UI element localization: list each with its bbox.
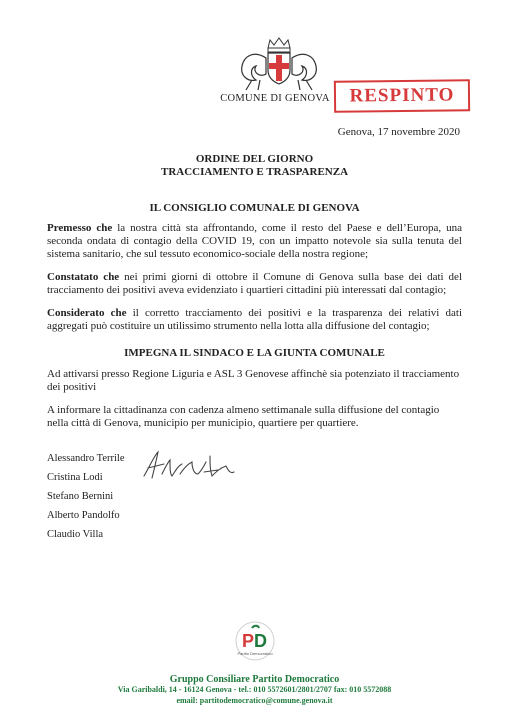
footer-address: Via Garibaldi, 14 - 16124 Genova - tel.: 010 5572601/2801/2707 fax: 010 5572088 bbox=[117, 685, 392, 694]
premise-lead: Premesso che bbox=[47, 222, 113, 234]
action-paragraph-1: Ad attivarsi presso Regione Liguria e ASL 3 Genovese affinchè sia potenziato il tracciamento dei positivi bbox=[47, 368, 460, 394]
footer-email: email: partitodemocratico@comune.genova.it bbox=[176, 696, 333, 705]
signatory-name: Alberto Pandolfo bbox=[47, 510, 120, 521]
finding-lead: Constatato che bbox=[47, 271, 120, 283]
document-title-line1: ORDINE DEL GIORNO bbox=[195, 153, 314, 165]
finding-paragraph bbox=[47, 271, 462, 297]
premise-text: la nostra città sta affrontando, come il resto del Paese e dell’Europa, una seconda ondata di contagio della COVID 19, con un impatto notevole sia sulla tenuta del sistema sanitario, che sul tessuto economico-sociale della nostra regione; bbox=[47, 222, 462, 261]
signatory-name: Alessandro Terrile bbox=[47, 453, 125, 464]
genova-coat-of-arms-icon bbox=[234, 36, 324, 94]
handwritten-signature bbox=[140, 448, 240, 482]
consideration-paragraph bbox=[47, 307, 462, 333]
footer-group-name: Gruppo Consiliare Partito Democratico bbox=[169, 674, 340, 685]
signatory-name: Claudio Villa bbox=[47, 529, 104, 540]
consideration-lead: Considerato che bbox=[47, 307, 127, 319]
issuer-name: COMUNE DI GENOVA bbox=[220, 93, 330, 104]
svg-text:D: D bbox=[254, 631, 267, 651]
resolution-heading: IMPEGNA IL SINDACO E LA GIUNTA COMUNALE bbox=[124, 347, 385, 359]
signatory-name: Cristina Lodi bbox=[47, 472, 103, 483]
action-paragraph-2: A informare la cittadinanza con cadenza almeno settimanale sulla diffusione del contagio nella città di Genova, municipio per municipio, quartiere per quartiere. bbox=[47, 404, 440, 430]
council-heading: IL CONSIGLIO COMUNALE DI GENOVA bbox=[149, 202, 360, 214]
svg-text:Partito Democratico: Partito Democratico bbox=[237, 651, 273, 656]
premise-paragraph bbox=[47, 222, 462, 262]
rejected-stamp: RESPINTO bbox=[334, 79, 470, 112]
document-title-line2: TRACCIAMENTO E TRASPARENZA bbox=[160, 166, 349, 178]
signatory-name: Stefano Bernini bbox=[47, 491, 114, 502]
document-date: Genova, 17 novembre 2020 bbox=[337, 126, 460, 138]
pd-logo-icon bbox=[232, 620, 278, 662]
finding-text: nei primi giorni di ottobre il Comune di Genova sulla base dei dati del tracciamento dei positivi aveva evidenziato i quartieri cittadini più interessati dal contagio; bbox=[47, 271, 463, 297]
consideration-text: il corretto tracciamento dei positivi e la trasparenza dei relativi dati aggregati può costituire un utilissimo strumento nella lotta alla diffusione del contagio; bbox=[47, 307, 463, 333]
svg-text:P: P bbox=[242, 631, 255, 651]
